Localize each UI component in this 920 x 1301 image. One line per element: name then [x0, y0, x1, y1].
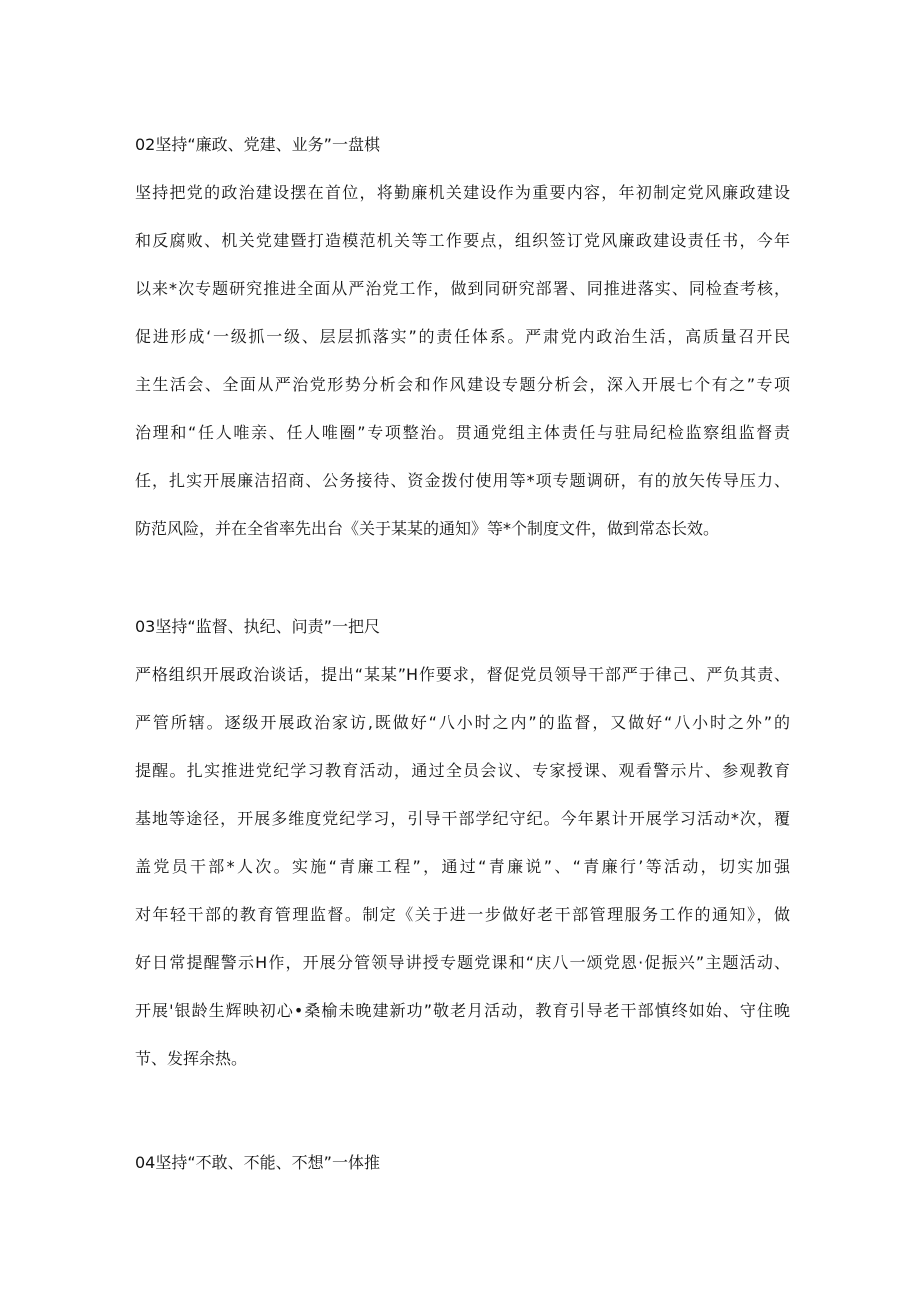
section-03: [135, 603, 795, 1083]
section-heading: 02坚持“廉政、党建、业务”一盘棋: [135, 135, 380, 154]
paragraph-line: 严格组织开展政治谈话，提出“某某”H作要求，督促党员领导干部严于律己、严负其责、: [135, 665, 790, 684]
paragraph-line: 和反腐败、机关党建暨打造模范机关等工作要点，组织签订党风廉政建设责任书，今年: [135, 231, 790, 250]
paragraph-line: 提醒。扎实推进党纪学习教育活动，通过全员会议、专家授课、观看警示片、参观教育: [135, 761, 790, 780]
section-02: [135, 121, 795, 553]
paragraph-line: 主生活会、全面从严治党形势分析会和作风建设专题分析会，深入开展七个有之”专项: [135, 375, 790, 394]
paragraph-line: 以来*次专题研究推进全面从严治党工作，做到同研究部署、同推进落实、同检查考核，: [135, 279, 790, 298]
paragraph-line: 防范风险，并在全省率先出台《关于某某的通知》等*个制度文件，做到常态长效。: [135, 519, 720, 538]
paragraph-line: 对年轻干部的教育管理监督。制定《关于进一步做好老干部管理服务工作的通知》，做: [135, 905, 790, 924]
paragraph-line: 盖党员干部*人次。实施“青廉工程”，通过“青廉说”、“青廉行’等活动，切实加强: [135, 857, 790, 876]
section-04: [135, 1139, 795, 1187]
paragraph-line: 任，扎实开展廉洁招商、公务接待、资金拨付使用等*项专题调研，有的放矢传导压力、: [135, 471, 790, 490]
paragraph-line: 开展'银龄生辉映初心•桑榆未晚建新功”敬老月活动，教育引导老干部慎终如始、守住晚: [135, 1001, 790, 1020]
paragraph-line: 严管所辖。逐级开展政治家访,既做好“八小时之内”的监督，又做好“八小时之外”的: [135, 713, 790, 732]
paragraph-line: 好日常提醒警示H作，开展分管领导讲授专题党课和“庆八一颂党恩·促振兴”主题活动、: [135, 953, 790, 972]
section-heading: 03坚持“监督、执纪、问责”一把尺: [135, 617, 380, 636]
paragraph-line: 坚持把党的政治建设摆在首位，将勤廉机关建设作为重要内容，年初制定党风廉政建设: [135, 183, 790, 202]
paragraph-line: 节、发挥余热。: [135, 1049, 248, 1068]
paragraph-line: 基地等途径，开展多维度党纪学习，引导干部学纪守纪。今年累计开展学习活动*次，覆: [135, 809, 790, 828]
section-heading: 04坚持“不敢、不能、不想”一体推: [135, 1153, 380, 1172]
paragraph-line: 治理和“任人唯亲、任人唯圈”专项整治。贯通党组主体责任与驻局纪检监察组监督责: [135, 423, 790, 442]
paragraph-line: 促进形成‘一级抓一级、层层抓落实”的责任体系。严肃党内政治生活，高质量召开民: [135, 327, 790, 346]
